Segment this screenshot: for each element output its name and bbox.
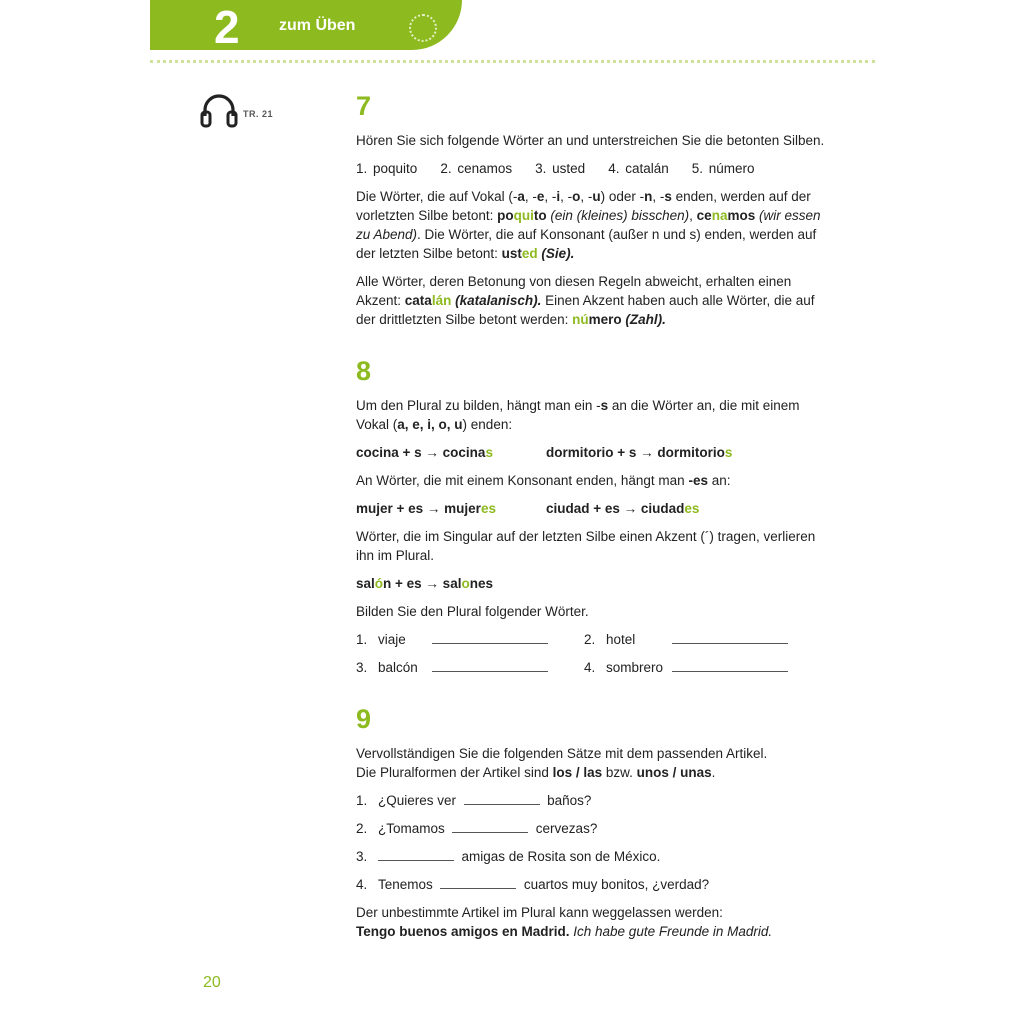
exercise-item: 2. hotel	[584, 630, 812, 649]
word-item: 5. número	[691, 161, 755, 176]
plural-example: cocina + s → cocinas	[356, 445, 493, 460]
exercise-9-instruction: Vervollständigen Sie die folgenden Sätze mit dem passenden Artikel.	[356, 746, 768, 761]
exercise-item: 3. balcón	[356, 658, 584, 677]
exercise-7-rule-2: Alle Wörter, deren Betonung von diesen Regeln abweicht, erhalten einen Akzent: catalán (katalanisch). Einen Akzent haben auch alle Wörter, die auf der drittletzten Silbe betont werden: número (Zahl).	[356, 274, 815, 327]
answer-blank[interactable]	[440, 887, 516, 889]
plural-example: salón + es → salones	[356, 576, 493, 591]
track-label: TR. 21	[243, 109, 274, 119]
word-item: 1. poquito	[356, 161, 418, 176]
exercise-8-rule-1: Um den Plural zu bilden, hängt man ein -s an die Wörter an, die mit einem Vokal (a, e, i, o, u) enden:	[356, 398, 800, 432]
plural-example: dormitorio + s → dormitorios	[546, 445, 733, 460]
exercise-7-number: 7	[356, 91, 372, 121]
answer-blank[interactable]	[672, 642, 788, 644]
exercise-8-number: 8	[356, 356, 372, 386]
exercise-8-rule-2: An Wörter, die mit einem Konsonant enden, hängt man -es an:	[356, 473, 731, 488]
exercise-7-word-list	[356, 159, 826, 178]
page-content	[356, 90, 826, 941]
sentence-item: 4. Tenemos cuartos muy bonitos, ¿verdad?	[356, 877, 710, 892]
plural-example-row	[356, 499, 826, 518]
exercise-8-rule-3: Wörter, die im Singular auf der letzten Silbe einen Akzent (´) tragen, verlieren ihn im Plural.	[356, 529, 816, 563]
chapter-title: zum Üben	[279, 17, 356, 34]
plural-example: ciudad + es → ciudades	[546, 501, 700, 516]
word-item: 3. usted	[535, 161, 586, 176]
answer-blank[interactable]	[464, 803, 540, 805]
answer-blank[interactable]	[378, 859, 454, 861]
exercise-8-task: Bilden Sie den Plural folgender Wörter.	[356, 604, 589, 619]
exercise-9-note: Der unbestimmte Artikel im Plural kann weggelassen werden:	[356, 905, 723, 920]
answer-blank[interactable]	[432, 670, 548, 672]
answer-blank[interactable]	[452, 831, 528, 833]
sentence-item: 1. ¿Quieres ver baños?	[356, 793, 592, 808]
headphones-icon	[200, 92, 238, 128]
plural-example-row	[356, 443, 826, 462]
exercise-item: 1. viaje	[356, 630, 584, 649]
exercise-7-rule-1: Die Wörter, die auf Vokal (-a, -e, -i, -o, -u) oder -n, -s enden, werden auf der vorletzten Silbe betont: poquito (ein (kleines) bisschen), cenamos (wir essen zu Abend). Die Wörter, die auf Konsonant (außer n und s) enden, werden auf der letzten Silbe betont: usted (Sie).	[356, 189, 821, 261]
exercise-9-example: Tengo buenos amigos en Madrid. Ich habe gute Freunde in Madrid.	[356, 924, 773, 939]
answer-blank[interactable]	[432, 642, 548, 644]
word-item: 2. cenamos	[440, 161, 513, 176]
chapter-number: 2	[214, 1, 240, 53]
page-number: 20	[203, 974, 221, 991]
word-item: 4. catalán	[608, 161, 669, 176]
exercise-row	[356, 658, 826, 677]
exercise-row	[356, 630, 826, 649]
exercise-7-instruction: Hören Sie sich folgende Wörter an und unterstreichen Sie die betonten Silben.	[356, 133, 825, 148]
sentence-item: 3. amigas de Rosita son de México.	[356, 849, 661, 864]
sentence-item: 2. ¿Tomamos cervezas?	[356, 821, 598, 836]
dotted-divider	[150, 60, 875, 63]
exercise-9-instruction-2: Die Pluralformen der Artikel sind los / las bzw. unos / unas.	[356, 765, 716, 780]
exercise-9-number: 9	[356, 704, 372, 734]
plural-example: mujer + es → mujeres	[356, 501, 496, 516]
answer-blank[interactable]	[672, 670, 788, 672]
dotted-circle-decoration	[409, 14, 437, 42]
exercise-item: 4. sombrero	[584, 658, 812, 677]
